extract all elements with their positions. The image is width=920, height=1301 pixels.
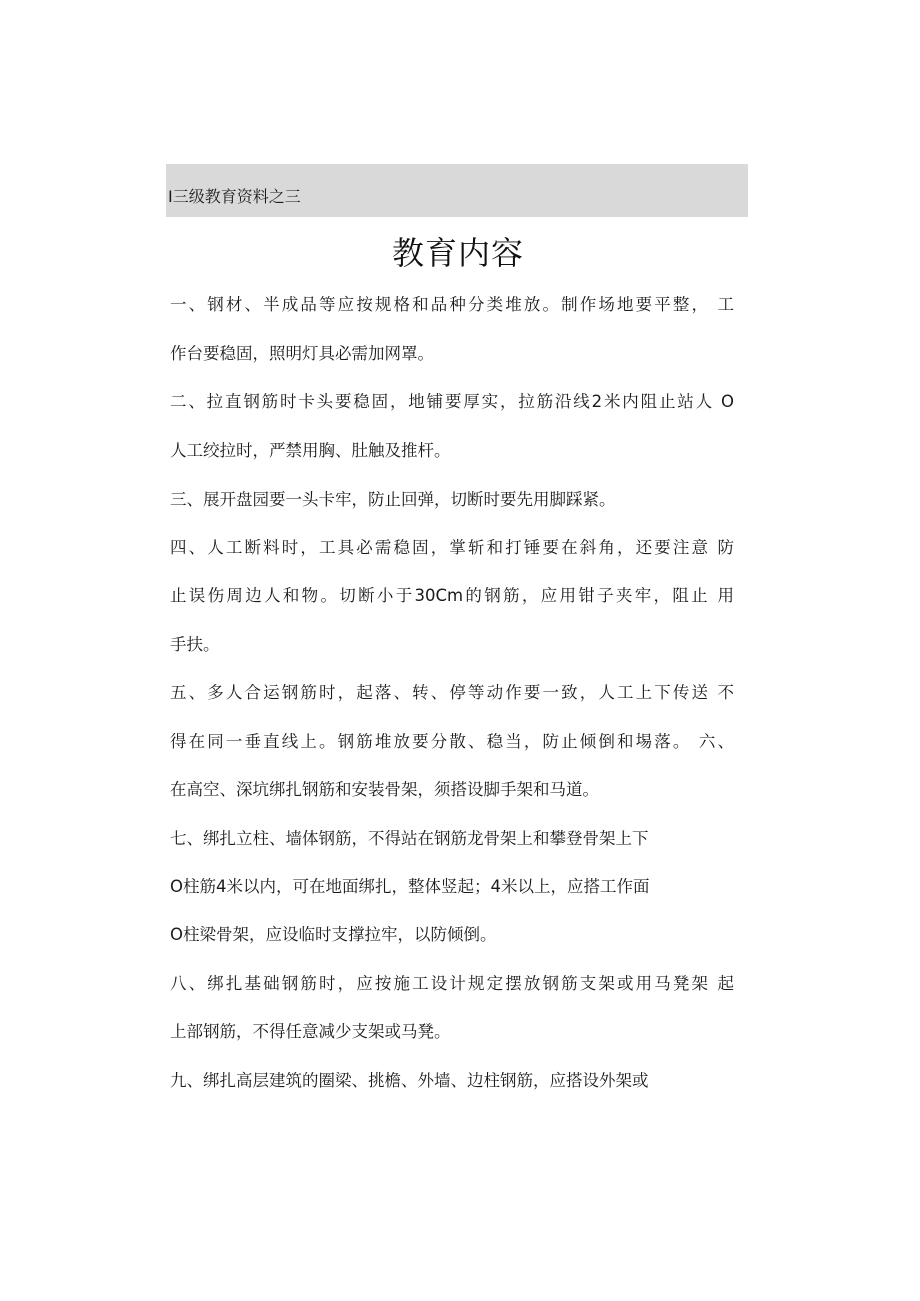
body-line: 作台要稳固，照明灯具必需加网罩。 <box>170 344 434 363</box>
body-line: 止误伤周边人和物。切断小于30Cm的钢筋，应用钳子夹牢，阻止 用 <box>170 586 734 605</box>
body-line: 一、钢材、半成品等应按规格和品种分类堆放。制作场地要平整， 工 <box>170 295 734 314</box>
body-line: 九、绑扎高层建筑的圈梁、挑檐、外墙、边柱钢筋，应搭设外架或 <box>170 1071 649 1090</box>
body-line: 四、人工断料时，工具必需稳固，掌斩和打锤要在斜角，还要注意 防 <box>170 538 734 557</box>
body-line: 人工绞拉时，严禁用胸、肚触及推杆。 <box>170 441 451 460</box>
document-title: 教育内容 <box>391 234 524 272</box>
body-line: 三、展开盘园要一头卡牢，防止回弹，切断时要先用脚踩紧。 <box>170 490 616 509</box>
header-label: I三级教育资料之三 <box>168 187 301 206</box>
body-line: 二、拉直钢筋时卡头要稳固，地铺要厚实，拉筋沿线2米内阻止站人 O <box>170 392 734 411</box>
body-line: 手扶。 <box>170 635 220 654</box>
body-line: O柱筋4米以内，可在地面绑扎，整体竖起；4米以上，应搭工作面 <box>170 877 650 896</box>
body-line: 在高空、深坑绑扎钢筋和安装骨架，须搭设脚手架和马道。 <box>170 780 599 799</box>
body-line: 八、绑扎基础钢筋时，应按施工设计规定摆放钢筋支架或用马凳架 起 <box>170 974 734 993</box>
body-line: 得在同一垂直线上。钢筋堆放要分散、稳当，防止倾倒和埸落。 六、 <box>170 732 734 751</box>
body-line: 七、绑扎立柱、墙体钢筋，不得站在钢筋龙骨架上和攀登骨架上下 <box>170 829 649 848</box>
body-line: O柱梁骨架，应设临时支撑拉牢，以防倾倒。 <box>170 925 497 944</box>
body-line: 上部钢筋，不得任意减少支架或马凳。 <box>170 1022 451 1041</box>
body-line: 五、多人合运钢筋时，起落、转、停等动作要一致，人工上下传送 不 <box>170 683 734 702</box>
